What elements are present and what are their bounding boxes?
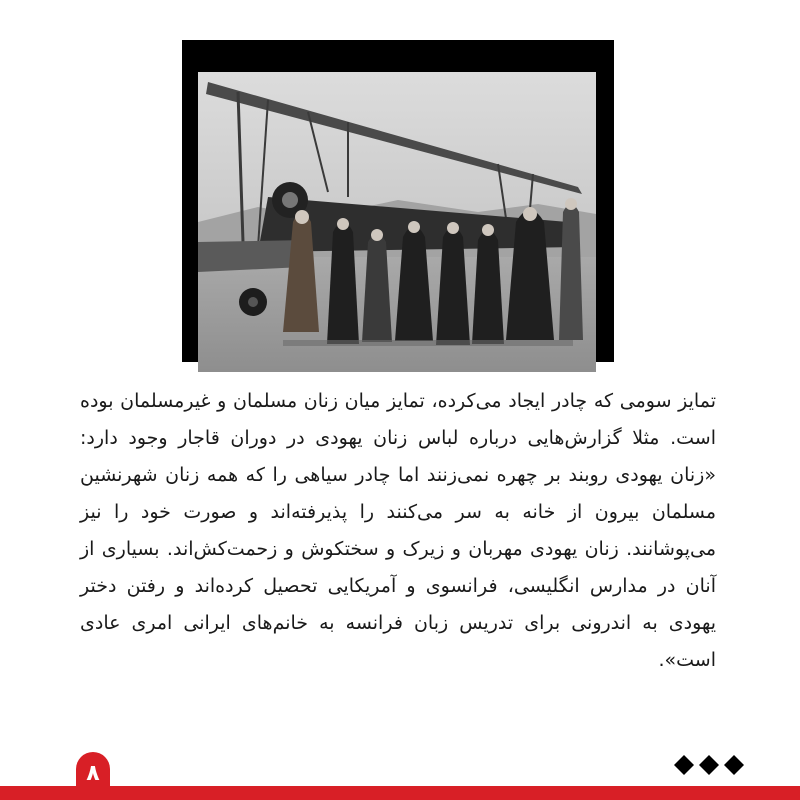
footer-accent-bar [0, 786, 800, 800]
historical-photo [198, 72, 596, 372]
page-number-badge: ۸ [76, 752, 110, 800]
historical-photo-frame [182, 40, 614, 362]
article-paragraph: تمایز سومی که چادر ایجاد می‌کرده، تمایز میان زنان مسلمان و غیرمسلمان بوده است. مثلا گزارش‌هایی درباره لباس زنان یهودی در دوران قاجار وجود دارد: «زنان یهودی روبند بر چهره نمی‌زنند اما چادر سیاهی را که همه زنان شهرنشین مسلمان بیرون از خانه به سر می‌کنند را پذیرفته‌اند و صورت خود را نیز می‌پوشانند. زنان یهودی مهربان و زیرک و سختکوش و زحمت‌کش‌اند. بسیاری از آنان در مدارس انگلیسی، فرانسوی و آمریکایی تحصیل کرده‌اند و رفتن دختر یهودی به اندرونی برای تدریس زبان فرانسه به خانم‌های ایرانی امری عادی است». [80, 390, 716, 671]
dots-ornament-icon [672, 752, 748, 778]
